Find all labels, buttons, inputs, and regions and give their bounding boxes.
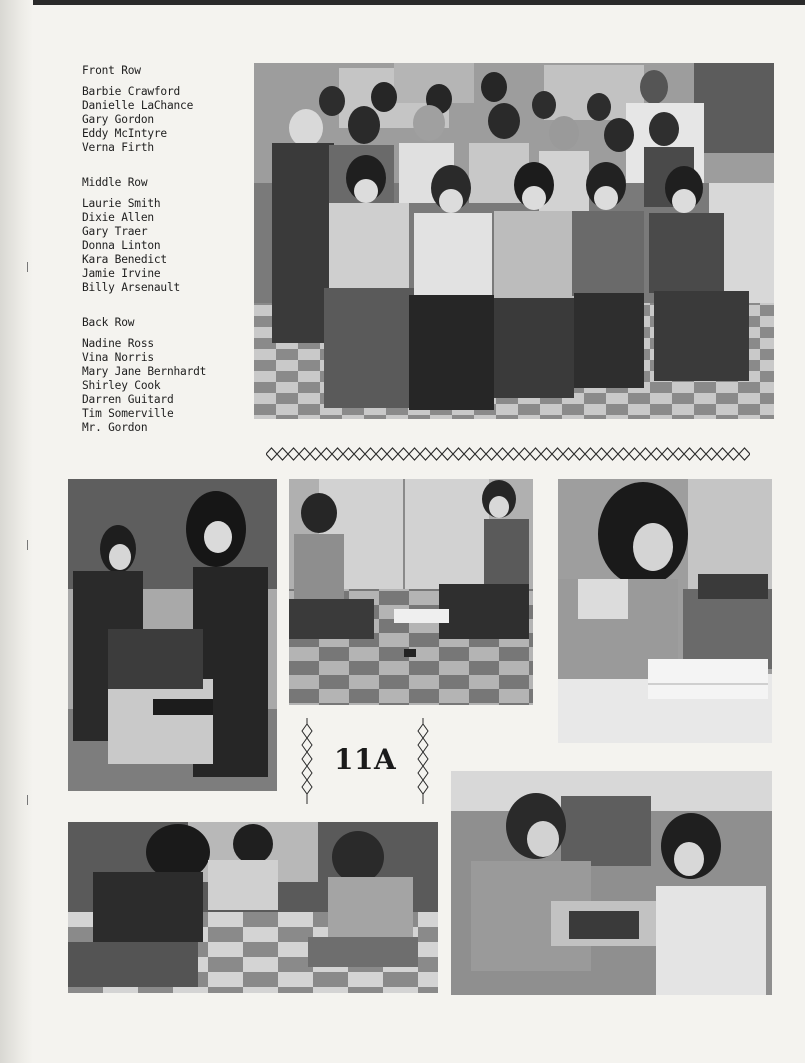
student-name: Kara Benedict xyxy=(82,253,167,266)
student-name: Billy Arsenault xyxy=(82,281,181,294)
student-name: Danielle LaChance xyxy=(82,99,194,112)
two-girls-with-crate-photo xyxy=(68,479,277,791)
student-name: Tim Somerville xyxy=(82,407,174,420)
page-binding-shadow xyxy=(0,0,33,1063)
class-group-photo xyxy=(254,63,774,419)
student-name: Dixie Allen xyxy=(82,211,154,224)
student-name: Mr. Gordon xyxy=(82,421,148,434)
class-roster xyxy=(82,64,252,456)
page-section-label: 11A xyxy=(334,743,397,776)
margin-mark xyxy=(27,795,32,805)
student-name: Donna Linton xyxy=(82,239,161,252)
row-heading: Back Row xyxy=(82,316,135,329)
student-name: Nadine Ross xyxy=(82,337,154,350)
kids-on-floor-photo xyxy=(68,822,438,993)
margin-mark xyxy=(27,262,32,272)
student-name: Shirley Cook xyxy=(82,379,161,392)
row-heading: Middle Row xyxy=(82,176,148,189)
margin-mark xyxy=(27,540,32,550)
middle-row-group xyxy=(82,176,252,295)
student-name: Verna Firth xyxy=(82,141,154,154)
decorative-divider xyxy=(266,446,750,462)
student-name: Jamie Irvine xyxy=(82,267,161,280)
student-name: Eddy McIntyre xyxy=(82,127,167,140)
student-name: Darren Guitard xyxy=(82,393,174,406)
girl-at-typewriter-photo xyxy=(558,479,772,743)
student-name: Barbie Crawford xyxy=(82,85,181,98)
page-top-edge xyxy=(0,0,805,5)
student-name: Gary Traer xyxy=(82,225,148,238)
student-name: Vina Norris xyxy=(82,351,154,364)
student-name: Gary Gordon xyxy=(82,113,154,126)
student-name: Laurie Smith xyxy=(82,197,161,210)
back-row-group xyxy=(82,316,252,435)
kids-at-game-board-photo xyxy=(451,771,772,995)
vertical-ornament-left xyxy=(300,718,314,804)
front-row-group xyxy=(82,64,252,155)
vertical-ornament-right xyxy=(416,718,430,804)
boys-playing-cards-photo xyxy=(289,479,533,705)
row-heading: Front Row xyxy=(82,64,141,77)
student-name: Mary Jane Bernhardt xyxy=(82,365,207,378)
